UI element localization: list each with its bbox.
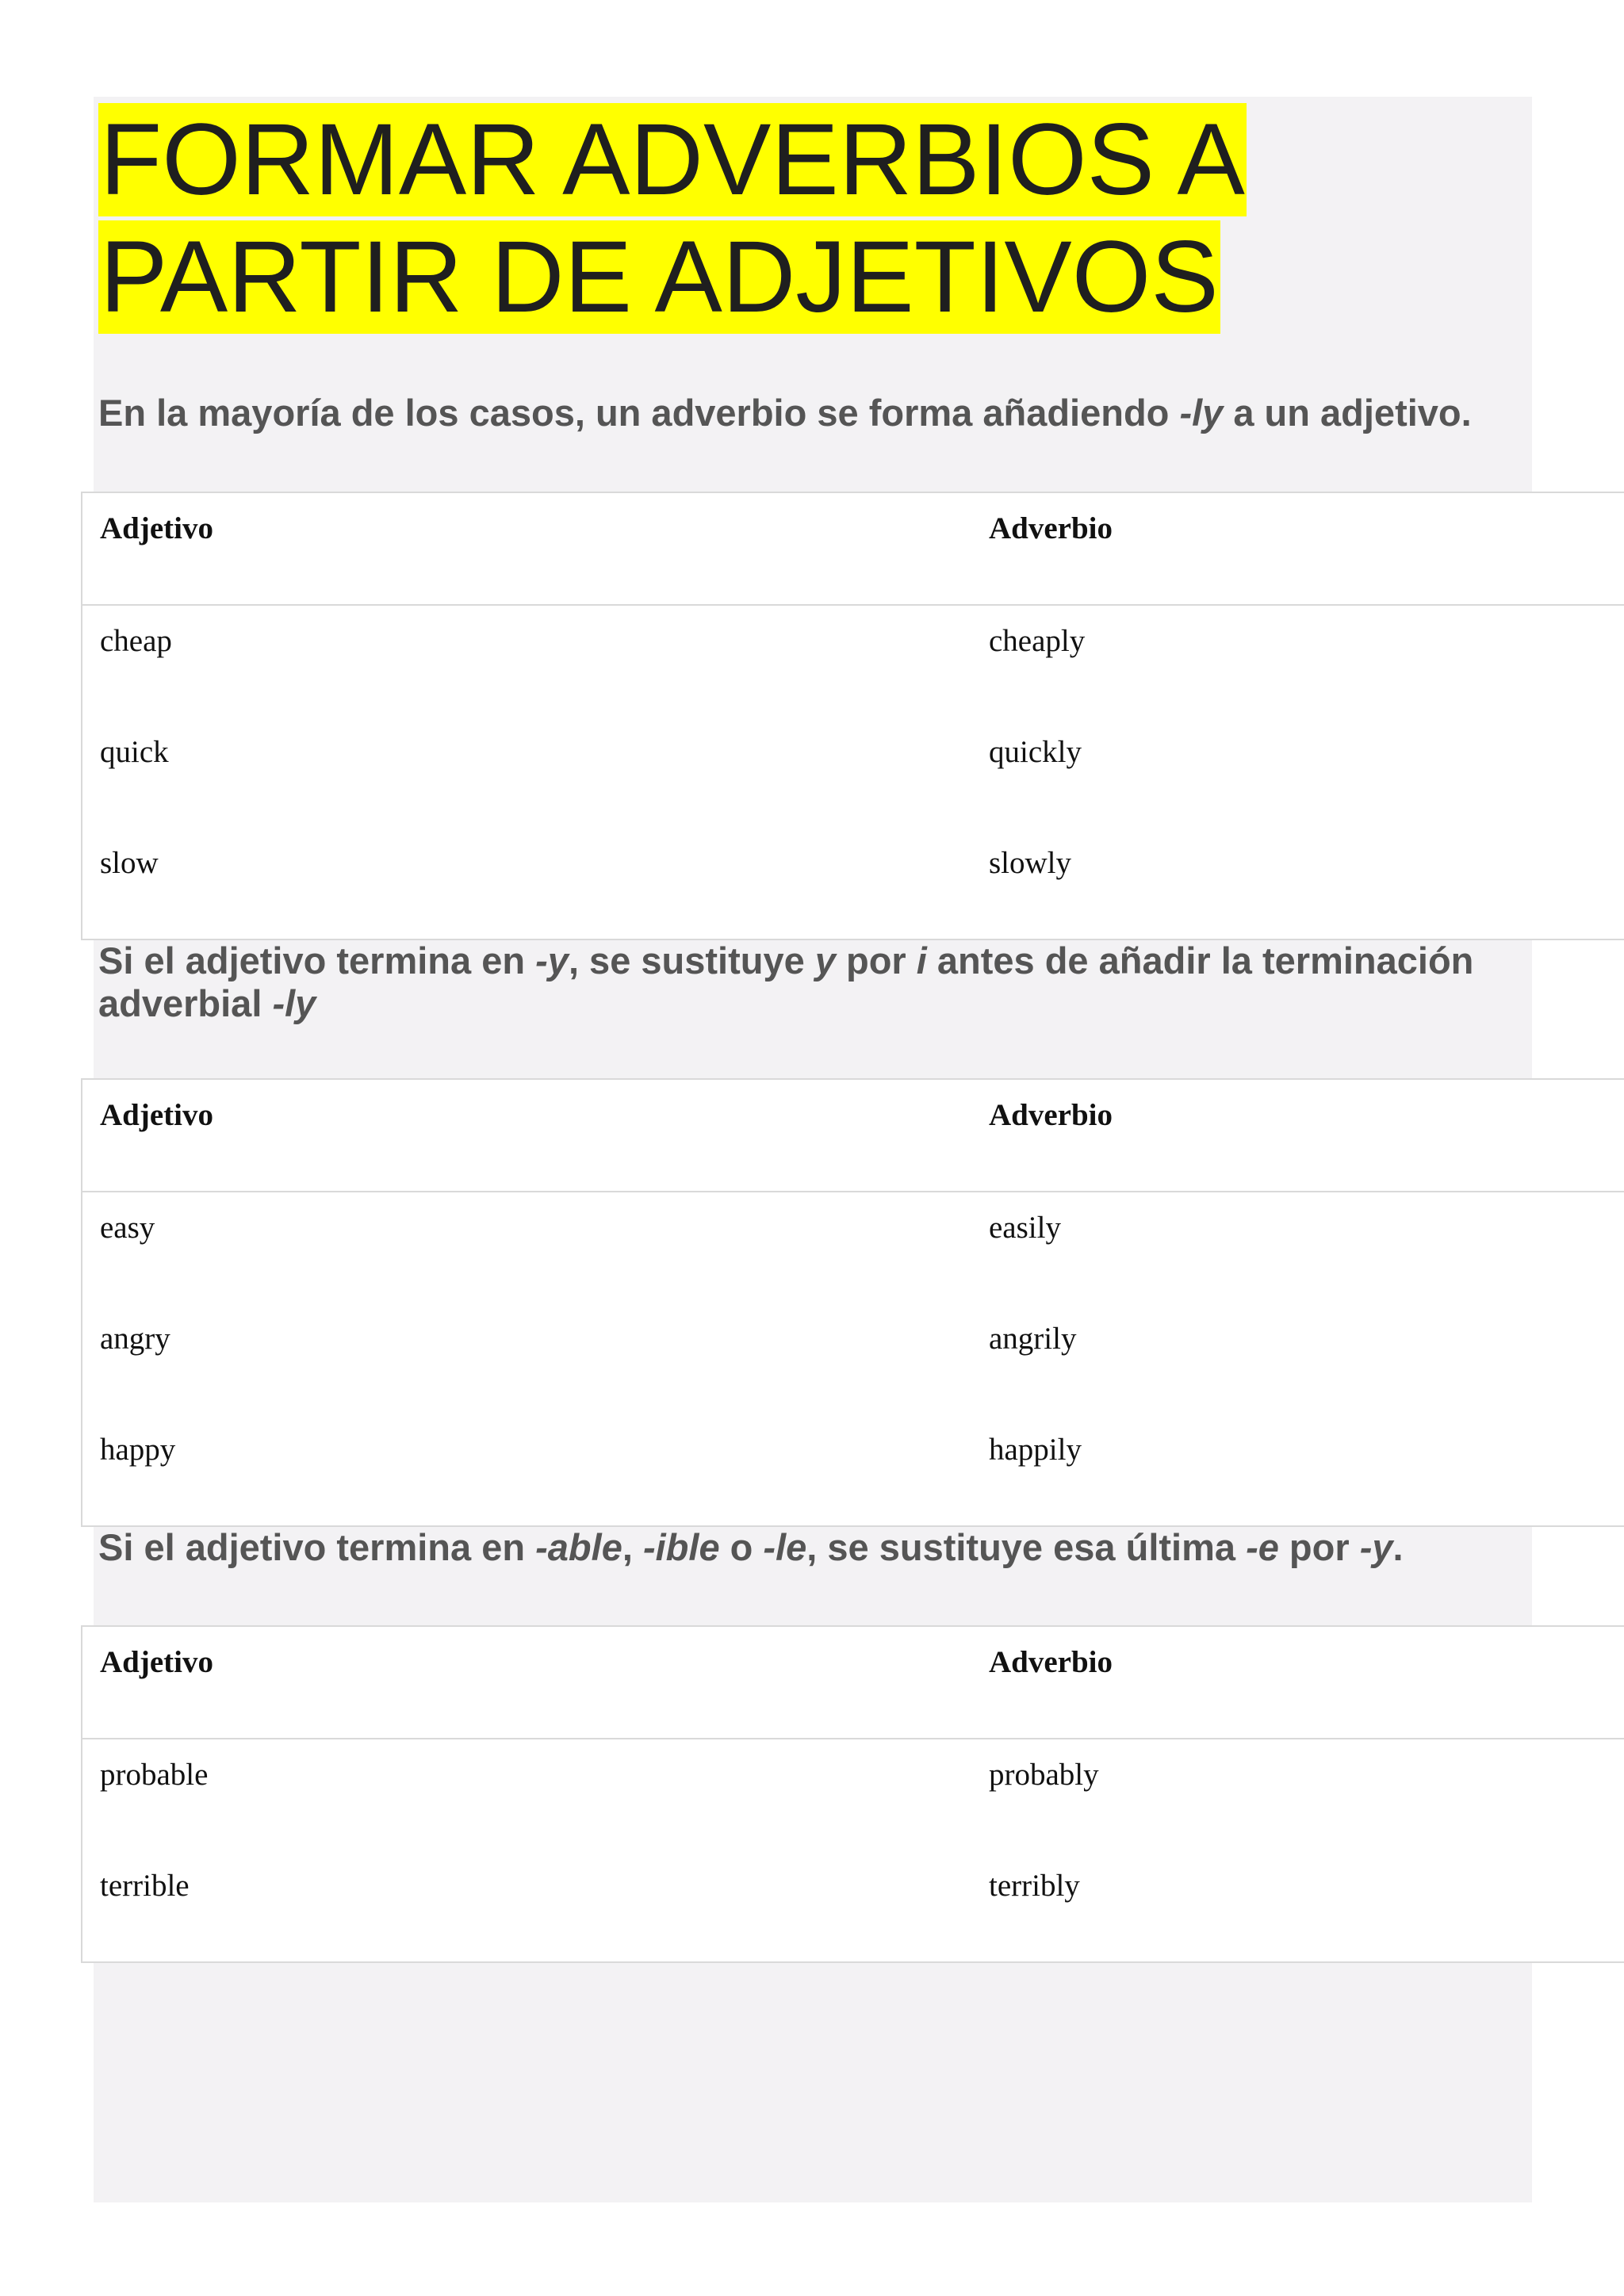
rule-1-part: En la mayoría de los casos, un adverbio se forma añadiendo <box>98 392 1180 434</box>
rule-2-part: por <box>835 939 917 982</box>
rule-2-part: , se sustituye <box>568 939 815 982</box>
table-row <box>82 1739 1624 1850</box>
rule-3-part: Si el adjetivo termina en <box>98 1526 536 1568</box>
header-adjetivo: Adjetivo <box>100 511 213 545</box>
adverb-cell: happily <box>989 1433 1082 1467</box>
rule-2-text <box>98 939 1526 1025</box>
rule-3-italic: -y <box>1359 1526 1393 1568</box>
table-row <box>82 1303 1624 1414</box>
rule-3-part: o <box>719 1526 764 1568</box>
title-line-1: FORMAR ADVERBIOS A <box>100 103 1245 216</box>
adverb-cell: angrily <box>989 1322 1077 1356</box>
rule-2-italic: -ly <box>272 982 316 1024</box>
table-header-row <box>82 493 1624 606</box>
header-adjetivo: Adjetivo <box>100 1645 213 1679</box>
table-header-row <box>82 1080 1624 1192</box>
rule-3-part: , se sustituye esa última <box>806 1526 1247 1568</box>
adverb-cell: probably <box>989 1758 1099 1792</box>
table-2 <box>81 1078 1624 1527</box>
adjective-cell: cheap <box>100 624 172 658</box>
table-3 <box>81 1625 1624 1963</box>
adverb-cell: cheaply <box>989 624 1086 658</box>
adjective-cell: terrible <box>100 1869 190 1903</box>
rule-3-text <box>98 1526 1526 1569</box>
rule-2-italic: -y <box>535 939 569 982</box>
page-title <box>98 101 1446 336</box>
rule-2-part: antes de añadir la terminación adverbial <box>98 939 1474 1024</box>
header-adverbio: Adverbio <box>989 1645 1113 1679</box>
table-1 <box>81 492 1624 940</box>
header-adjetivo: Adjetivo <box>100 1098 213 1132</box>
table-row <box>82 717 1624 828</box>
rule-2-italic: y <box>814 939 836 982</box>
table-row <box>82 606 1624 717</box>
rule-3-italic: -able <box>535 1526 622 1568</box>
adjective-cell: slow <box>100 846 159 880</box>
rule-3-italic: -ible <box>642 1526 720 1568</box>
title-line-2: PARTIR DE ADJETIVOS <box>100 220 1219 334</box>
table-row <box>82 1414 1624 1525</box>
adjective-cell: happy <box>100 1433 176 1467</box>
header-adverbio: Adverbio <box>989 1098 1113 1132</box>
adjective-cell: angry <box>100 1322 170 1356</box>
adverb-cell: slowly <box>989 846 1072 880</box>
rule-1-suffix: -ly <box>1179 392 1224 434</box>
adjective-cell: probable <box>100 1758 209 1792</box>
adverb-cell: easily <box>989 1211 1061 1245</box>
rule-2-part: Si el adjetivo termina en <box>98 939 536 982</box>
table-row <box>82 1850 1624 1961</box>
rule-3-italic: -le <box>763 1526 807 1568</box>
table-header-row <box>82 1627 1624 1739</box>
rule-3-part: . <box>1392 1526 1404 1568</box>
table-row <box>82 1192 1624 1303</box>
table-row <box>82 828 1624 939</box>
adverb-cell: quickly <box>989 735 1082 769</box>
rule-2-italic: i <box>916 939 927 982</box>
rule-3-part: , <box>622 1526 643 1568</box>
adjective-cell: easy <box>100 1211 155 1245</box>
rule-3-part: por <box>1278 1526 1360 1568</box>
rule-1-text <box>98 392 1526 434</box>
rule-1-part: a un adjetivo. <box>1223 392 1472 434</box>
adjective-cell: quick <box>100 735 169 769</box>
adverb-cell: terribly <box>989 1869 1080 1903</box>
header-adverbio: Adverbio <box>989 511 1113 545</box>
rule-3-italic: -e <box>1246 1526 1279 1568</box>
